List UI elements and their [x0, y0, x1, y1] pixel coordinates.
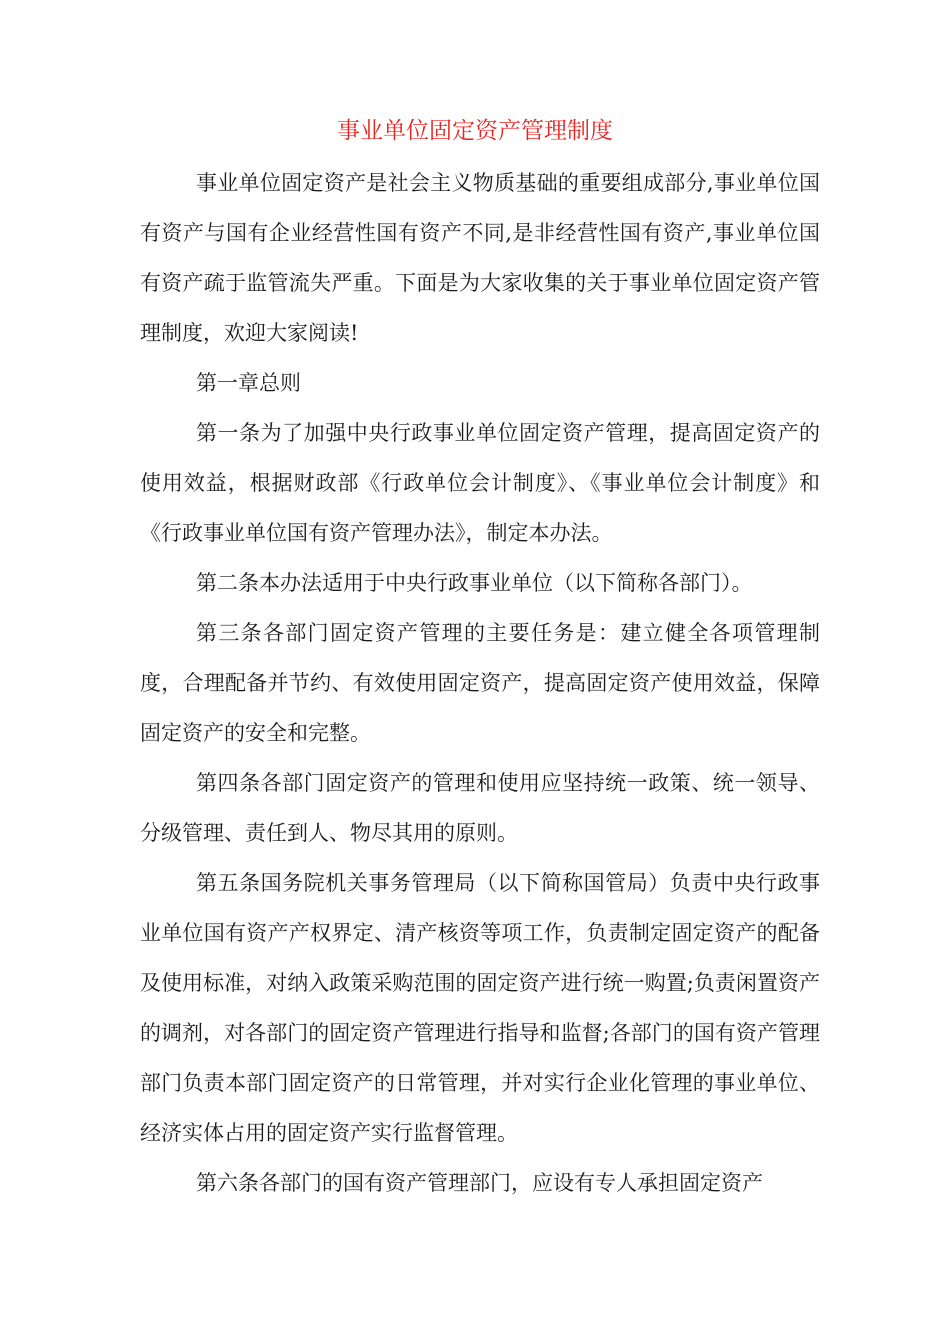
article-2: 第二条本办法适用于中央行政事业单位（以下简称各部门）。	[196, 571, 753, 595]
article-4: 第四条各部门固定资产的管理和使用应坚持统一政策、统一领导、分级管理、责任到人、物尽其用的原则。	[140, 771, 820, 845]
document-title: 事业单位固定资产管理制度	[337, 118, 613, 144]
document-body	[140, 158, 820, 1208]
chapter-heading: 第一章总则	[196, 371, 301, 395]
article-1: 第一条为了加强中央行政事业单位固定资产管理，提高固定资产的使用效益，根据财政部《行政单位会计制度》、《事业单位会计制度》和《行政事业单位国有资产管理办法》，制定本办法。	[140, 421, 820, 545]
article-3: 第三条各部门固定资产管理的主要任务是：建立健全各项管理制度，合理配备并节约、有效使用固定资产，提高固定资产使用效益，保障固定资产的安全和完整。	[140, 621, 820, 745]
article-6: 第六条各部门的国有资产管理部门，应设有专人承担固定资产	[196, 1171, 763, 1195]
paragraph-intro: 事业单位固定资产是社会主义物质基础的重要组成部分,事业单位国有资产与国有企业经营性国有资产不同,是非经营性国有资产,事业单位国有资产疏于监管流失严重。下面是为大家收集的关于事业单位固定资产管理制度，欢迎大家阅读!	[140, 171, 820, 345]
article-5: 第五条国务院机关事务管理局（以下简称国管局）负责中央行政事业单位国有资产产权界定、清产核资等项工作，负责制定固定资产的配备及使用标准，对纳入政策采购范围的固定资产进行统一购置;负责闲置资产的调剂，对各部门的固定资产管理进行指导和监督;各部门的国有资产管理部门负责本部门固定资产的日常管理，并对实行企业化管理的事业单位、经济实体占用的固定资产实行监督管理。	[140, 871, 820, 1145]
